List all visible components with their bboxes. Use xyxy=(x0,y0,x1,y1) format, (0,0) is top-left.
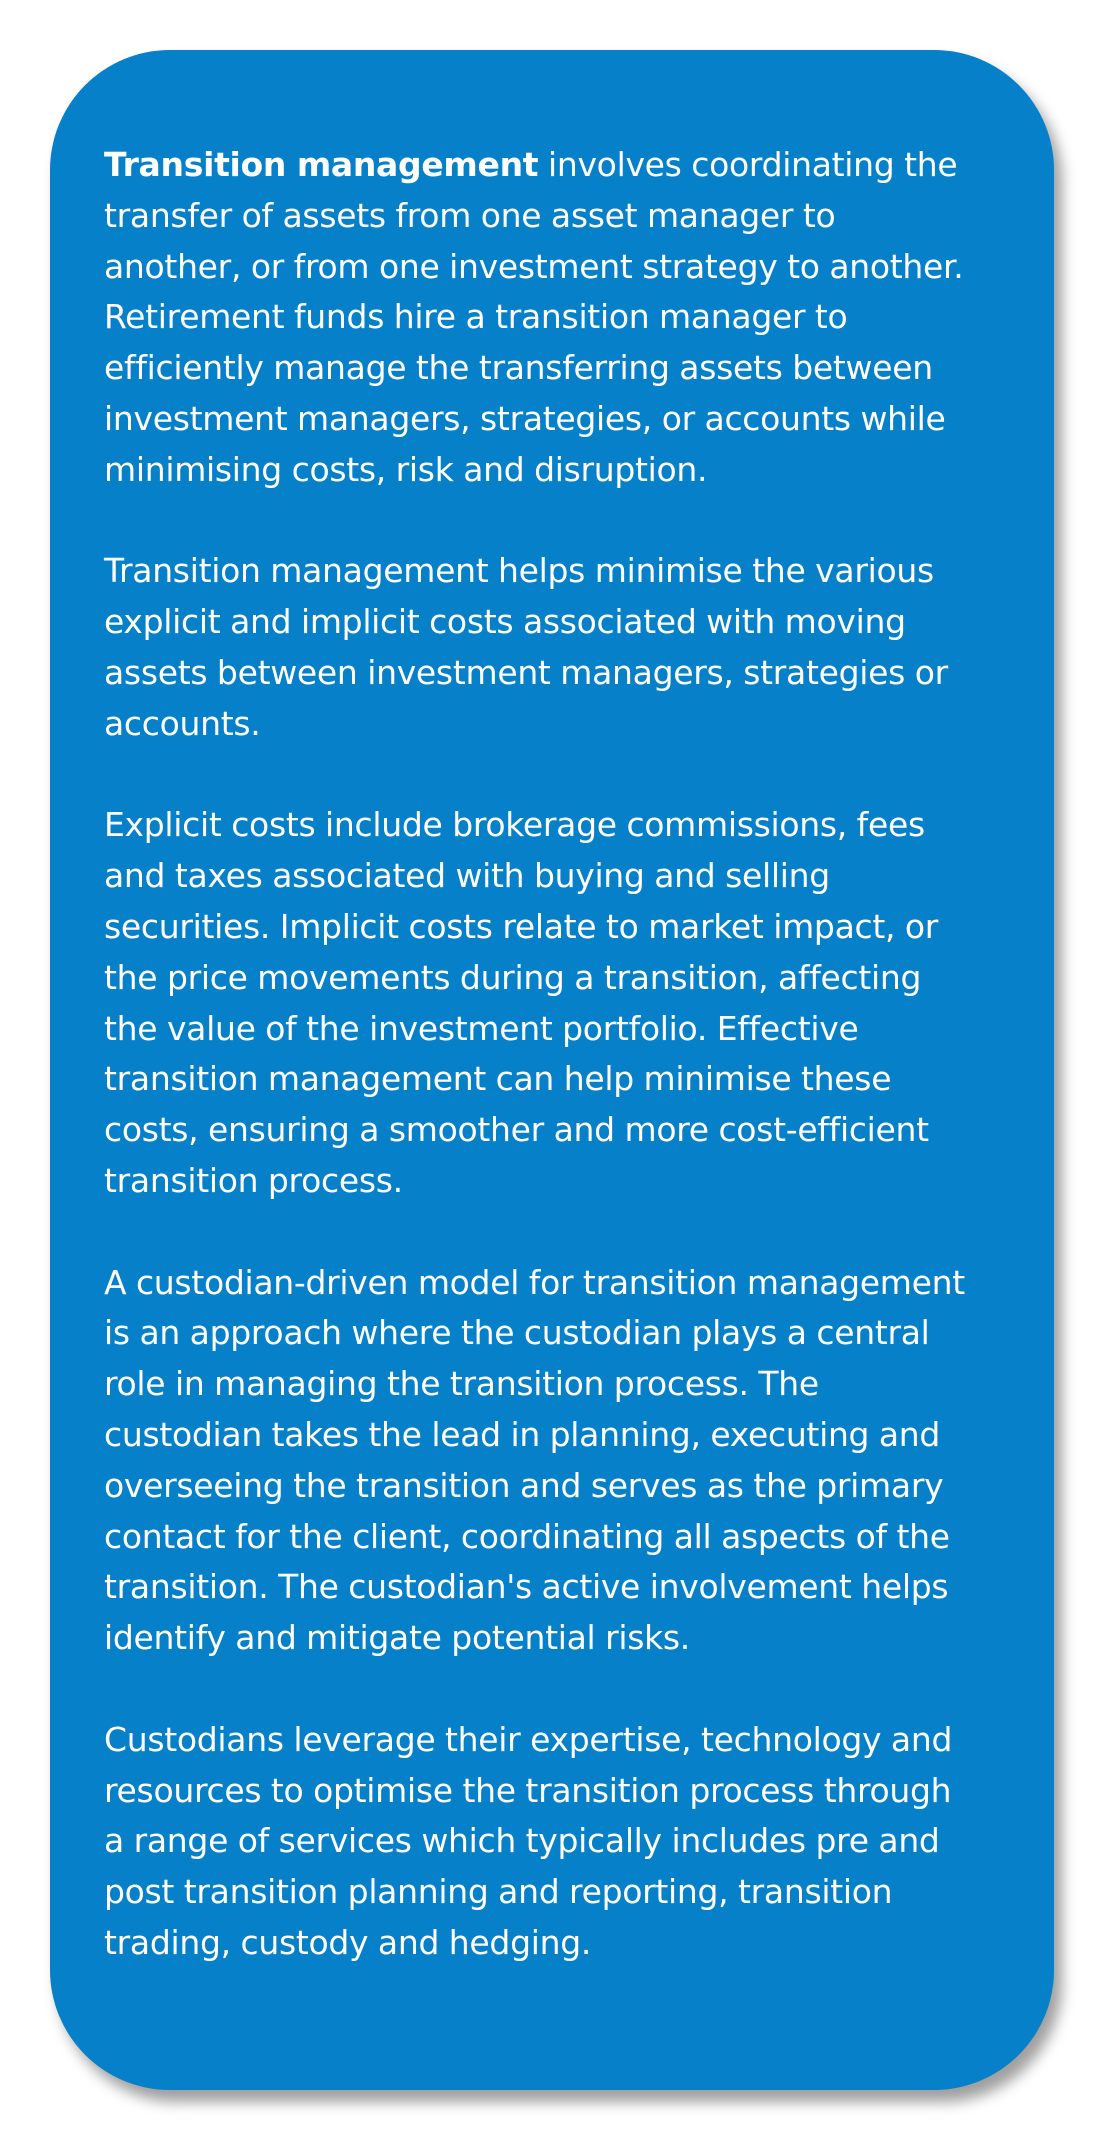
paragraph-definition xyxy=(104,140,1024,496)
info-card xyxy=(50,50,1054,2090)
card-content xyxy=(104,140,1024,1969)
paragraph-definition-text: involves coordinating the transfer of assets from one asset manager to another, or from one investment strategy to another. Retirement funds hire a transition manager to efficiently manage the transferring assets between investment managers, strategies, or accounts while minimising costs, risk and disruption. xyxy=(104,145,964,489)
lead-term: Transition management xyxy=(104,145,539,184)
paragraph-custodian-model: A custodian-driven model for transition management is an approach where the custodian plays a central role in managing the transition process. The custodian takes the lead in planning, executing and overseeing the transition and serves as the primary contact for the client, coordinating all aspects of the transition. The custodian's active involvement helps identify and mitigate potential risks. xyxy=(104,1262,965,1658)
paragraph-custodian-services: Custodians leverage their expertise, technology and resources to optimise the transition process through a range of services which typically includes pre and post transition planning and reporting, transition trading, custody and hedging. xyxy=(104,1719,953,1962)
paragraph-explicit-implicit-costs: Explicit costs include brokerage commissions, fees and taxes associated with buying and selling securities. Implicit costs relate to market impact, or the price movements during a transition, affecting the value of the investment portfolio. Effective transition management can help minimise these costs, ensuring a smoother and more cost-efficient transition process. xyxy=(104,805,939,1200)
paragraph-cost-minimisation: Transition management helps minimise the various explicit and implicit costs associated with moving assets between investment managers, strategies or accounts. xyxy=(104,551,948,743)
